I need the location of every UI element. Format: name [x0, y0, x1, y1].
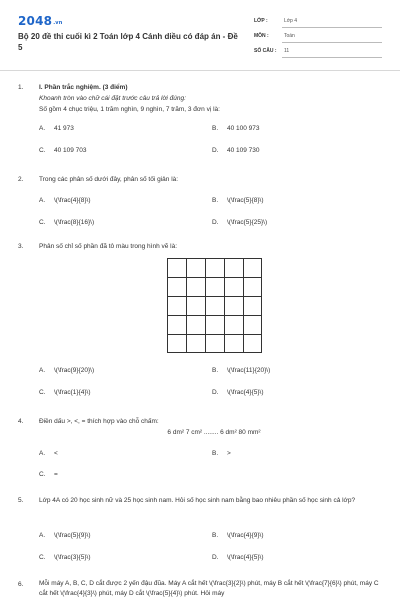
grid-line — [186, 259, 187, 352]
option-letter: D. — [212, 389, 219, 396]
option-letter: B. — [212, 367, 219, 374]
option-letter: A. — [39, 367, 46, 374]
question-5 — [18, 495, 382, 519]
option-value: \(\frac{4}{9}\) — [227, 532, 264, 539]
option-value: 40 109 703 — [54, 147, 87, 154]
question-text: Số gồm 4 chục triệu, 1 trăm nghìn, 9 nghìn, 7 trăm, 3 đơn vị là: — [39, 106, 220, 113]
option-letter: D. — [212, 219, 219, 226]
question-number: 3. — [18, 243, 24, 250]
option-value: = — [54, 471, 58, 478]
divider — [282, 42, 382, 43]
question-text: Trong các phân số dưới đây, phân số tối giản là: — [39, 176, 179, 183]
grid-line — [168, 334, 261, 335]
question-4 — [18, 416, 382, 428]
grid-line — [243, 259, 244, 352]
meta-value: Toán — [284, 33, 295, 39]
option-letter: B. — [212, 532, 219, 539]
option-value: 40 100 973 — [227, 125, 260, 132]
option-letter: B. — [212, 450, 219, 457]
logo-suffix: .vn — [53, 20, 63, 26]
meta-value: 11 — [284, 48, 290, 54]
fraction-grid-figure — [167, 258, 262, 353]
option-letter: C. — [39, 471, 46, 478]
divider — [282, 27, 382, 28]
question-number: 4. — [18, 418, 24, 425]
meta-row-class — [254, 15, 382, 30]
question-number: 5. — [18, 497, 24, 504]
grid-line — [168, 315, 261, 316]
option-letter: D. — [212, 554, 219, 561]
document-header — [18, 14, 382, 68]
option-letter: C. — [39, 219, 46, 226]
option-letter: A. — [39, 450, 46, 457]
option-value: < — [54, 450, 58, 457]
option-value: \(\frac{5}{8}\) — [227, 197, 264, 204]
document-title: Bộ 20 đề thi cuối kì 2 Toán lớp 4 Cánh diều có đáp án - Đề 5 — [18, 32, 238, 52]
option-value: \(\frac{9}{20}\) — [54, 367, 95, 374]
option-letter: D. — [212, 147, 219, 154]
meta-row-subject — [254, 30, 382, 45]
meta-value: Lớp 4 — [284, 18, 298, 24]
section-heading: I. Phần trắc nghiệm. (3 điểm) — [39, 84, 128, 91]
option-letter: A. — [39, 125, 46, 132]
question-number: 6. — [18, 581, 24, 588]
option-letter: A. — [39, 197, 46, 204]
option-value: \(\frac{4}{5}\) — [227, 389, 264, 396]
option-letter: C. — [39, 147, 46, 154]
meta-label: SỐ CÂU : — [254, 48, 277, 54]
question-text: Mỗi máy A, B, C, D cắt được 2 yến đậu đũa. Máy A cắt hết \(\frac{3}{2}\) phút, máy B cắt hết \(\frac{7}{6}\) phút, máy C cắt hết \(\frac{4}{3}\) phút, máy D cắt \(\frac{5}{4}\) phút. Hỏi máy — [39, 580, 379, 597]
option-value: \(\frac{11}{20}\) — [227, 367, 271, 374]
instruction-text: Khoanh tròn vào chữ cái đặt trước câu trả lời đúng: — [39, 95, 186, 102]
option-value: \(\frac{5}{25}\) — [227, 219, 268, 226]
question-3 — [18, 241, 382, 253]
option-value: > — [227, 450, 231, 457]
question-1 — [18, 82, 382, 142]
question-number: 2. — [18, 176, 24, 183]
question-number: 1. — [18, 84, 24, 91]
divider — [282, 57, 382, 58]
question-body — [39, 82, 382, 115]
option-value: \(\frac{1}{4}\) — [54, 389, 91, 396]
meta-info — [254, 15, 382, 60]
option-value: \(\frac{3}{5}\) — [54, 554, 91, 561]
question-text: Lớp 4A có 20 học sinh nữ và 25 học sinh nam. Hỏi số học sinh nam bằng bao nhiêu phần số học sinh cả lớp? — [39, 497, 356, 504]
option-value: 40 109 730 — [227, 147, 260, 154]
meta-row-question-count — [254, 45, 382, 60]
option-letter: C. — [39, 389, 46, 396]
question-text: Điền dấu >, <, = thích hợp vào chỗ chấm: — [39, 418, 159, 425]
meta-label: LỚP : — [254, 18, 268, 24]
header-divider — [0, 70, 400, 71]
grid-line — [168, 296, 261, 297]
option-value: 41 973 — [54, 125, 74, 132]
option-value: \(\frac{4}{8}\) — [54, 197, 91, 204]
grid-line — [224, 259, 225, 352]
option-letter: A. — [39, 532, 46, 539]
logo-text: 2048 — [18, 14, 53, 28]
grid-line — [205, 259, 206, 352]
grid-line — [168, 277, 261, 278]
option-value: \(\frac{8}{16}\) — [54, 219, 95, 226]
option-letter: C. — [39, 554, 46, 561]
option-letter: B. — [212, 197, 219, 204]
meta-label: MÔN : — [254, 33, 269, 39]
option-value: \(\frac{4}{5}\) — [227, 554, 264, 561]
question-2 — [18, 174, 382, 186]
question-6 — [18, 579, 382, 600]
option-letter: B. — [212, 125, 219, 132]
site-logo[interactable] — [18, 14, 63, 28]
option-value: \(\frac{5}{9}\) — [54, 532, 91, 539]
question-text: Phân số chỉ số phần đã tô màu trong hình vẽ là: — [39, 243, 178, 250]
comparison-expression: 6 dm² 7 cm² ........ 6 dm² 80 mm² — [167, 429, 261, 436]
